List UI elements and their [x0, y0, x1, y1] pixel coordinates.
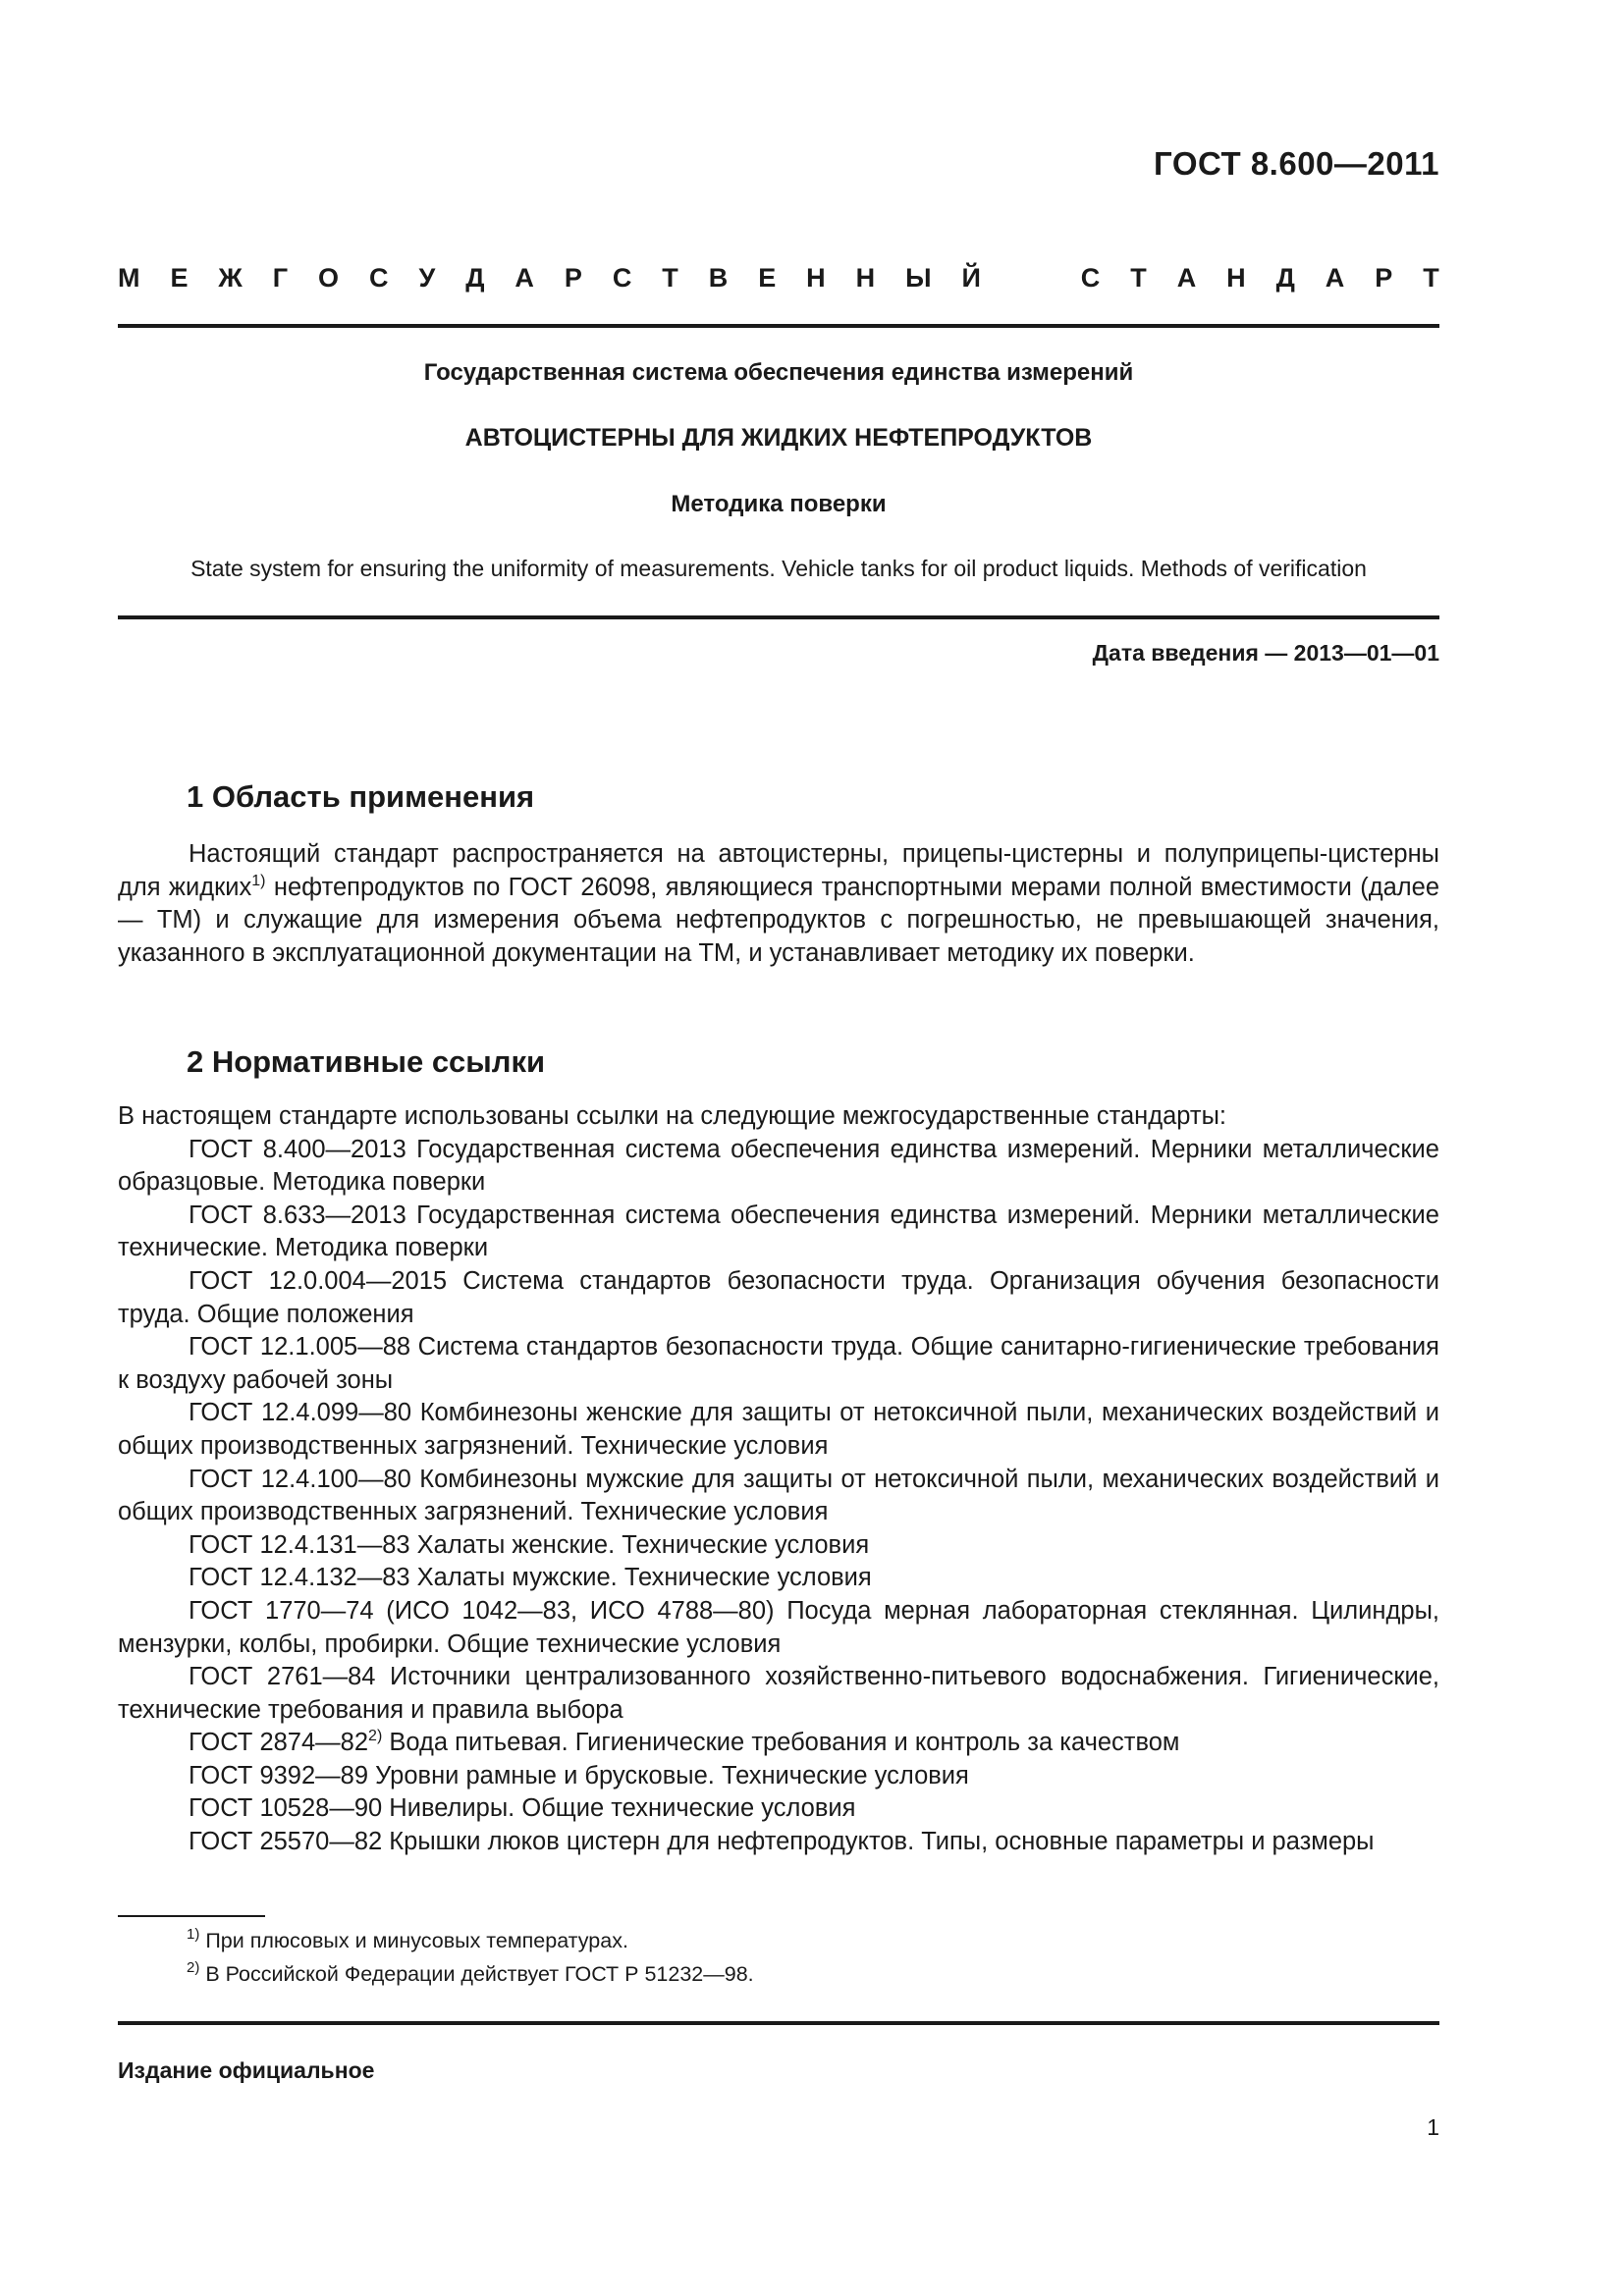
reference-item: ГОСТ 25570—82 Крышки люков цистерн для нефтепродуктов. Типы, основные параметры и размеры	[189, 1828, 1375, 1856]
reference-text: Вода питьевая. Гигиенические требования и контроль за качеством	[382, 1729, 1180, 1757]
reference-item: ГОСТ 12.1.005—88 Система стандартов безопасности труда. Общие санитарно-гигиенические требования к воздуху рабочей зоны	[118, 1333, 1439, 1394]
standard-kind-banner	[118, 263, 1439, 294]
banner-letter: М	[118, 263, 140, 293]
banner-letter: О	[318, 263, 340, 293]
footnote-ref-2: 2)	[368, 1728, 383, 1745]
reference-item: ГОСТ 8.400—2013 Государственная система обеспечения единства измерений. Мерники металлические образцовые. Методика поверки	[118, 1135, 1439, 1197]
banner-letter: Г	[272, 263, 289, 293]
banner-letter: Т	[1423, 263, 1439, 293]
document-page	[118, 0, 1439, 2296]
footnote-ref-1: 1)	[251, 872, 266, 889]
footnote-text: При плюсовых и минусовых температурах.	[205, 1929, 628, 1952]
references-list	[118, 1134, 1439, 1728]
banner-letter: В	[708, 263, 729, 293]
banner-letter: Й	[961, 263, 981, 293]
banner-word-gap	[1011, 263, 1051, 294]
banner-letter: Ж	[218, 263, 243, 293]
introduction-date: Дата введения — 2013—01—01	[1092, 640, 1439, 666]
banner-letter: С	[369, 263, 389, 293]
reference-code: ГОСТ 2874—82	[189, 1729, 369, 1757]
footnotes	[187, 1924, 754, 1991]
edition-label: Издание официальное	[118, 2057, 375, 2083]
page-number: 1	[1427, 2114, 1439, 2140]
reference-item: ГОСТ 2761—84 Источники централизованного хозяйственно-питьевого водоснабжения. Гигиенические, технические требования и правила выбора	[118, 1663, 1439, 1724]
footnote-mark: 1)	[187, 1926, 200, 1943]
banner-letter: Н	[855, 263, 876, 293]
banner-letter: Р	[1375, 263, 1393, 293]
footnote-1	[187, 1924, 754, 1957]
reference-item: ГОСТ 12.4.131—83 Халаты женские. Технические условия	[189, 1530, 870, 1559]
reference-item: ГОСТ 10528—90 Нивелиры. Общие технические условия	[189, 1794, 856, 1823]
system-title: Государственная система обеспечения единства измерений	[423, 359, 1134, 386]
banner-letter: Н	[806, 263, 826, 293]
banner-letter: У	[418, 263, 436, 293]
main-title: АВТОЦИСТЕРНЫ ДЛЯ ЖИДКИХ НЕФТЕПРОДУКТОВ	[464, 424, 1093, 452]
banner-letter: Т	[1130, 263, 1147, 293]
banner-letter: Р	[564, 263, 582, 293]
section-2-body	[118, 1100, 1439, 1859]
footnote-separator	[118, 1915, 265, 1917]
banner-letter: Т	[662, 263, 678, 293]
section-2-heading: 2 Нормативные ссылки	[187, 1044, 546, 1079]
banner-letter: Ы	[905, 263, 932, 293]
scope-text-2: нефтепродуктов по ГОСТ 26098, являющиеся транспортными мерами полной вместимости (далее — ТМ) и служащие для измерения объема нефтепродуктов с погрешностью, не превышающей значения, указанного в эксплуатационной документации на ТМ, и устанавливает методику их поверки.	[118, 873, 1440, 967]
reference-item: ГОСТ 9392—89 Уровни рамные и брусковые. Технические условия	[189, 1761, 969, 1789]
banner-letter: А	[514, 263, 534, 293]
reference-item: ГОСТ 12.4.132—83 Халаты мужские. Технические условия	[189, 1564, 872, 1592]
banner-letter: Д	[1275, 263, 1295, 293]
reference-item: ГОСТ 12.4.099—80 Комбинезоны женские для защиты от нетоксичной пыли, механических воздействий и общих производственных загрязнений. Технические условия	[118, 1399, 1439, 1460]
banner-letter: А	[1176, 263, 1197, 293]
scope-text-1: Настоящий стандарт распространяется на автоцистерны, прицепы-цистерны и полуприцепы-цистерны для жидких	[118, 840, 1439, 901]
header-rule	[118, 324, 1439, 328]
subtitle: Методика поверки	[671, 491, 887, 517]
references-intro: В настоящем стандарте использованы ссылки на следующие межгосударственные стандарты:	[118, 1102, 1226, 1130]
banner-letter: А	[1325, 263, 1345, 293]
reference-item: ГОСТ 12.0.004—2015 Система стандартов безопасности труда. Организация обучения безопасности труда. Общие положения	[118, 1266, 1439, 1328]
banner-letter: Е	[170, 263, 189, 293]
footnote-mark: 2)	[187, 1959, 200, 1976]
reference-item: ГОСТ 8.633—2013 Государственная система обеспечения единства измерений. Мерники металлические технические. Методика поверки	[118, 1201, 1439, 1262]
document-code: ГОСТ 8.600—2011	[1154, 145, 1439, 182]
footnote-text: В Российской Федерации действует ГОСТ Р 51232—98.	[205, 1962, 754, 1986]
banner-letter: С	[612, 263, 632, 293]
footer-rule	[118, 2021, 1439, 2025]
footnote-2	[187, 1957, 754, 1991]
reference-item: ГОСТ 1770—74 (ИСО 1042—83, ИСО 4788—80) Посуда мерная лабораторная стеклянная. Цилиндры, мензурки, колбы, пробирки. Общие технические условия	[118, 1596, 1439, 1658]
banner-letter: С	[1080, 263, 1101, 293]
banner-letter: Е	[758, 263, 777, 293]
reference-item	[118, 1727, 1439, 1760]
banner-letter: Н	[1226, 263, 1246, 293]
section-1-heading: 1 Область применения	[187, 779, 535, 814]
section-1-body	[118, 838, 1439, 970]
banner-letter: Д	[465, 263, 485, 293]
references-list-continued	[118, 1760, 1439, 1859]
english-title: State system for ensuring the uniformity of measurements. Vehicle tanks for oil product liquids. Methods of verification	[190, 556, 1367, 581]
reference-item: ГОСТ 12.4.100—80 Комбинезоны мужские для защиты от нетоксичной пыли, механических воздействий и общих производственных загрязнений. Технические условия	[118, 1465, 1439, 1526]
scope-paragraph	[118, 838, 1439, 970]
title-rule	[118, 615, 1439, 619]
